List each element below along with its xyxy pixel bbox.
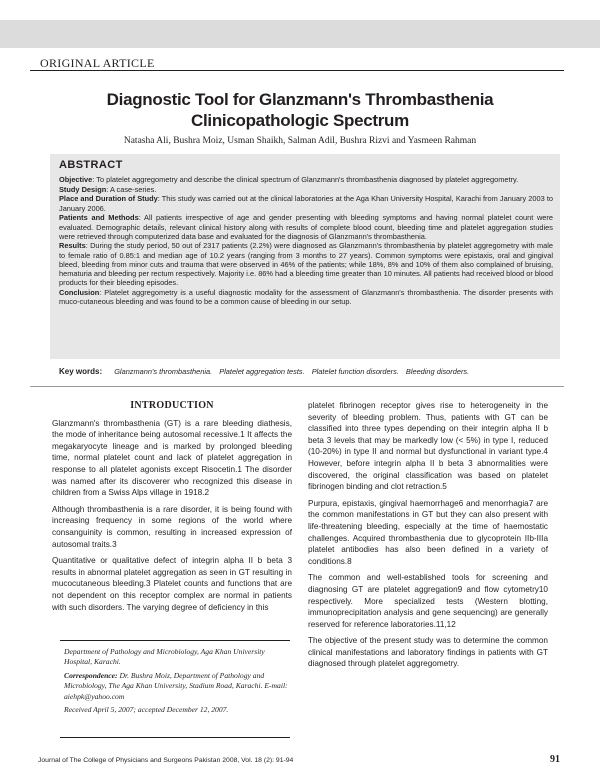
correspondence-label: Correspondence: — [64, 670, 118, 680]
keyword-item: Platelet aggregation tests. — [219, 367, 305, 376]
keyword-item: Platelet function disorders. — [311, 367, 399, 376]
abstract-label: Place and Duration of Study — [59, 194, 158, 204]
introduction-heading: INTRODUCTION — [130, 400, 214, 411]
abstract-text: All patients irrespective of age and gender presenting with bleeding symptoms and having normal platelet count were evaluated. Demographic details, relevant clinical history along with results of complete blood count, bleeding time and platelet aggregation studies were retrieved through computerized data base and evaluated for the diagnosis of Glanzmann's thrombasthenia. — [59, 213, 553, 241]
body-paragraph: platelet fibrinogen receptor gives rise to heterogeneity in the severity of bleeding problem. Thus, patients with GT can be classified into three types depending on their integrin alpha II b beta 3 levels that may be markedly low (< 5%) in type I, reduced (10-20%) in type II and normal but dysfunctional in variant type.4 However, before integrin alpha II b beta 3 abnormalities were discovered, the original classification was based on platelet fibrinogen binding and clot retraction.5 — [308, 401, 548, 492]
footnote-received: Received April 5, 2007; accepted December 12, 2007. — [64, 705, 229, 715]
abstract-label: Conclusion — [59, 287, 100, 297]
body-paragraph: Although thrombasthenia is a rare disorder, it is being found with increasing frequency in some regions of the world where consanguinity is common, resulting in increased expression of autosomal traits.3 — [52, 504, 292, 549]
correspondence-text: Dr. Bushra Moiz, Department of Pathology and Microbiology, The Aga Khan University, Stadium Road, Karachi. E-mail: aiehpk@yahoo.com — [64, 670, 288, 701]
abstract-body — [59, 175, 553, 307]
footnote-rule-bottom — [60, 737, 290, 738]
keyword-item: Glanzmann's thrombasthenia. — [114, 367, 213, 376]
body-paragraph: Glanzmann's thrombasthenia (GT) is a rare bleeding diathesis, the mode of inheritance being autosomal recessive.1 It affects the megakaryocyte lineage and is marked by prolonged bleeding time, normal platelet count and lack of platelet aggregation in response to all platelet agonists except Risocetin.1 The disorder was named after its discoverer who recognized this disease in children from a Swiss Alps village in 1918.2 — [52, 418, 292, 498]
footnote-rule-top — [60, 640, 290, 641]
abstract-label: Study Design — [59, 184, 107, 194]
keywords-label: Key words: — [59, 367, 103, 376]
keyword-item: Bleeding disorders. — [405, 367, 470, 376]
abstract-text: Platelet aggregometry is a useful diagnostic modality for the assessment of Glanzmann's thrombasthenia. The disorder presents with muco-cutaneous bleeding and was found to be a common cause of bleeding in our setup. — [59, 287, 553, 307]
abstract-label: Patients and Methods — [59, 213, 139, 223]
body-paragraph: The objective of the present study was to determine the common clinical manifestations and laboratory findings in patients with GT diagnosed through platelet aggregometry. — [308, 636, 548, 669]
header-rule — [30, 70, 564, 71]
abstract-place-duration: Place and Duration of Study: This study was carried out at the clinical laboratories at the Aga Khan University Hospital, Karachi from January 2003 to January 2006. — [59, 194, 553, 213]
abstract-heading: ABSTRACT — [59, 159, 123, 171]
author-list: Natasha Ali, Bushra Moiz, Usman Shaikh, Salman Adil, Bushra Rizvi and Yasmeen Rahman — [123, 136, 477, 146]
abstract-label: Objective — [59, 175, 93, 184]
journal-citation: Journal of The College of Physicians and Surgeons Pakistan 2008, Vol. 18 (2): 91-94 — [38, 757, 294, 764]
section-tag: ORIGINAL ARTICLE — [40, 56, 155, 70]
keywords-line — [59, 367, 559, 376]
abstract-conclusion: Conclusion: Platelet aggregometry is a useful diagnostic modality for the assessment of Glanzmann's thrombasthenia. The disorder presents with muco-cutaneous bleeding and was found to be a common cause of bleeding in our setup. — [59, 287, 553, 307]
article-title-line-1: Diagnostic Tool for Glanzmann's Thrombasthenia — [106, 90, 494, 109]
page-number: 91 — [550, 754, 560, 765]
left-column — [52, 400, 292, 618]
body-paragraph: The common and well-established tools for screening and diagnosing GT are platelet aggregation9 and flow cytometry10 respectively. More specialized tests (Western blotting, immunoprecipitation analysis and gene sequencing) are generally reserved for reference laboratories.11,12 — [308, 573, 548, 629]
right-column — [308, 400, 548, 675]
keywords-rule — [30, 386, 564, 387]
abstract-objective: Objective: To platelet aggregometry and describe the clinical spectrum of Glanzmann's thrombasthenia diagnosed by platelet aggregometry. — [59, 175, 519, 184]
abstract-study-design: Study Design: A case-series. — [59, 184, 157, 194]
footnotes — [64, 647, 290, 718]
abstract-patients-methods: Patients and Methods: All patients irrespective of age and gender presenting with bleeding symptoms and having normal platelet count were evaluated. Demographic details, relevant clinical history along with results of complete blood count, bleeding time and platelet aggregation studies were retrieved through computerized data base and evaluated for the diagnosis of Glanzmann's thrombasthenia. — [59, 213, 553, 241]
abstract-text: During the study period, 50 out of 2317 patients (2.2%) were diagnosed as Glanzmann's thrombasthenia by platelet aggregometry with male to female ratio of 0.85:1 and median age of 10.2 years (ranging from 3 months to 27 years). Common symptoms were epistaxis, oral and gingival bleed, bleeding from minor cuts and trauma that were observed in 46% of the patients; while 18%, 8% and 10% of them also complained of bruising, hematuria and bleeding per rectum respectively. Majority i.e. 86% had a bleeding time greater than 10 minutes. All patients had received blood or blood products for their bleeding episodes. — [59, 241, 553, 288]
abstract-text: A case-series. — [109, 184, 157, 194]
header-band — [0, 20, 600, 48]
footnote-correspondence — [64, 671, 290, 702]
abstract-text: To platelet aggregometry and describe the clinical spectrum of Glanzmann's thrombasthenia diagnosed by platelet aggregometry. — [96, 175, 519, 184]
footnote-department: Department of Pathology and Microbiology, Aga Khan University Hospital, Karachi. — [64, 647, 265, 667]
article-title-line-2: Clinicopathologic Spectrum — [191, 111, 409, 130]
abstract-text: This study was carried out at the clinical laboratories at the Aga Khan University Hospital, Karachi from January 2003 to January 2006. — [59, 194, 553, 213]
abstract-results: Results: During the study period, 50 out of 2317 patients (2.2%) were diagnosed as Glanzmann's thrombasthenia by platelet aggregometry with male to female ratio of 0.85:1 and median age of 10.2 years (ranging from 3 months to 27 years). Common symptoms were epistaxis, oral and gingival bleed, bleeding from minor cuts and trauma that were observed in 46% of the patients; while 18%, 8% and 10% of them also complained of bruising, hematuria and bleeding per rectum respectively. Majority i.e. 86% had a bleeding time greater than 10 minutes. All patients had received blood or blood products for their bleeding episodes. — [59, 241, 553, 288]
body-paragraph: Purpura, epistaxis, gingival haemorrhage6 and menorrhagia7 are the common manifestations in GT but they can also present with life-threatening bleeding, especially at the time of haemostatic challenges. Acquired thrombasthenia due to glycoprotein IIb-IIIa platelet antibodies has also been defined in a variety of conditions.8 — [308, 498, 548, 566]
body-paragraph: Quantitative or qualitative defect of integrin alpha II b beta 3 results in abnormal platelet aggregation as seen in GT resulting in mucocutaneous bleeding.3 Platelet counts and functions that are not dependent on this receptor complex are normal in patients with such disorders. The varying degree of deficiency in this — [52, 556, 292, 612]
abstract-label: Results — [59, 241, 86, 251]
